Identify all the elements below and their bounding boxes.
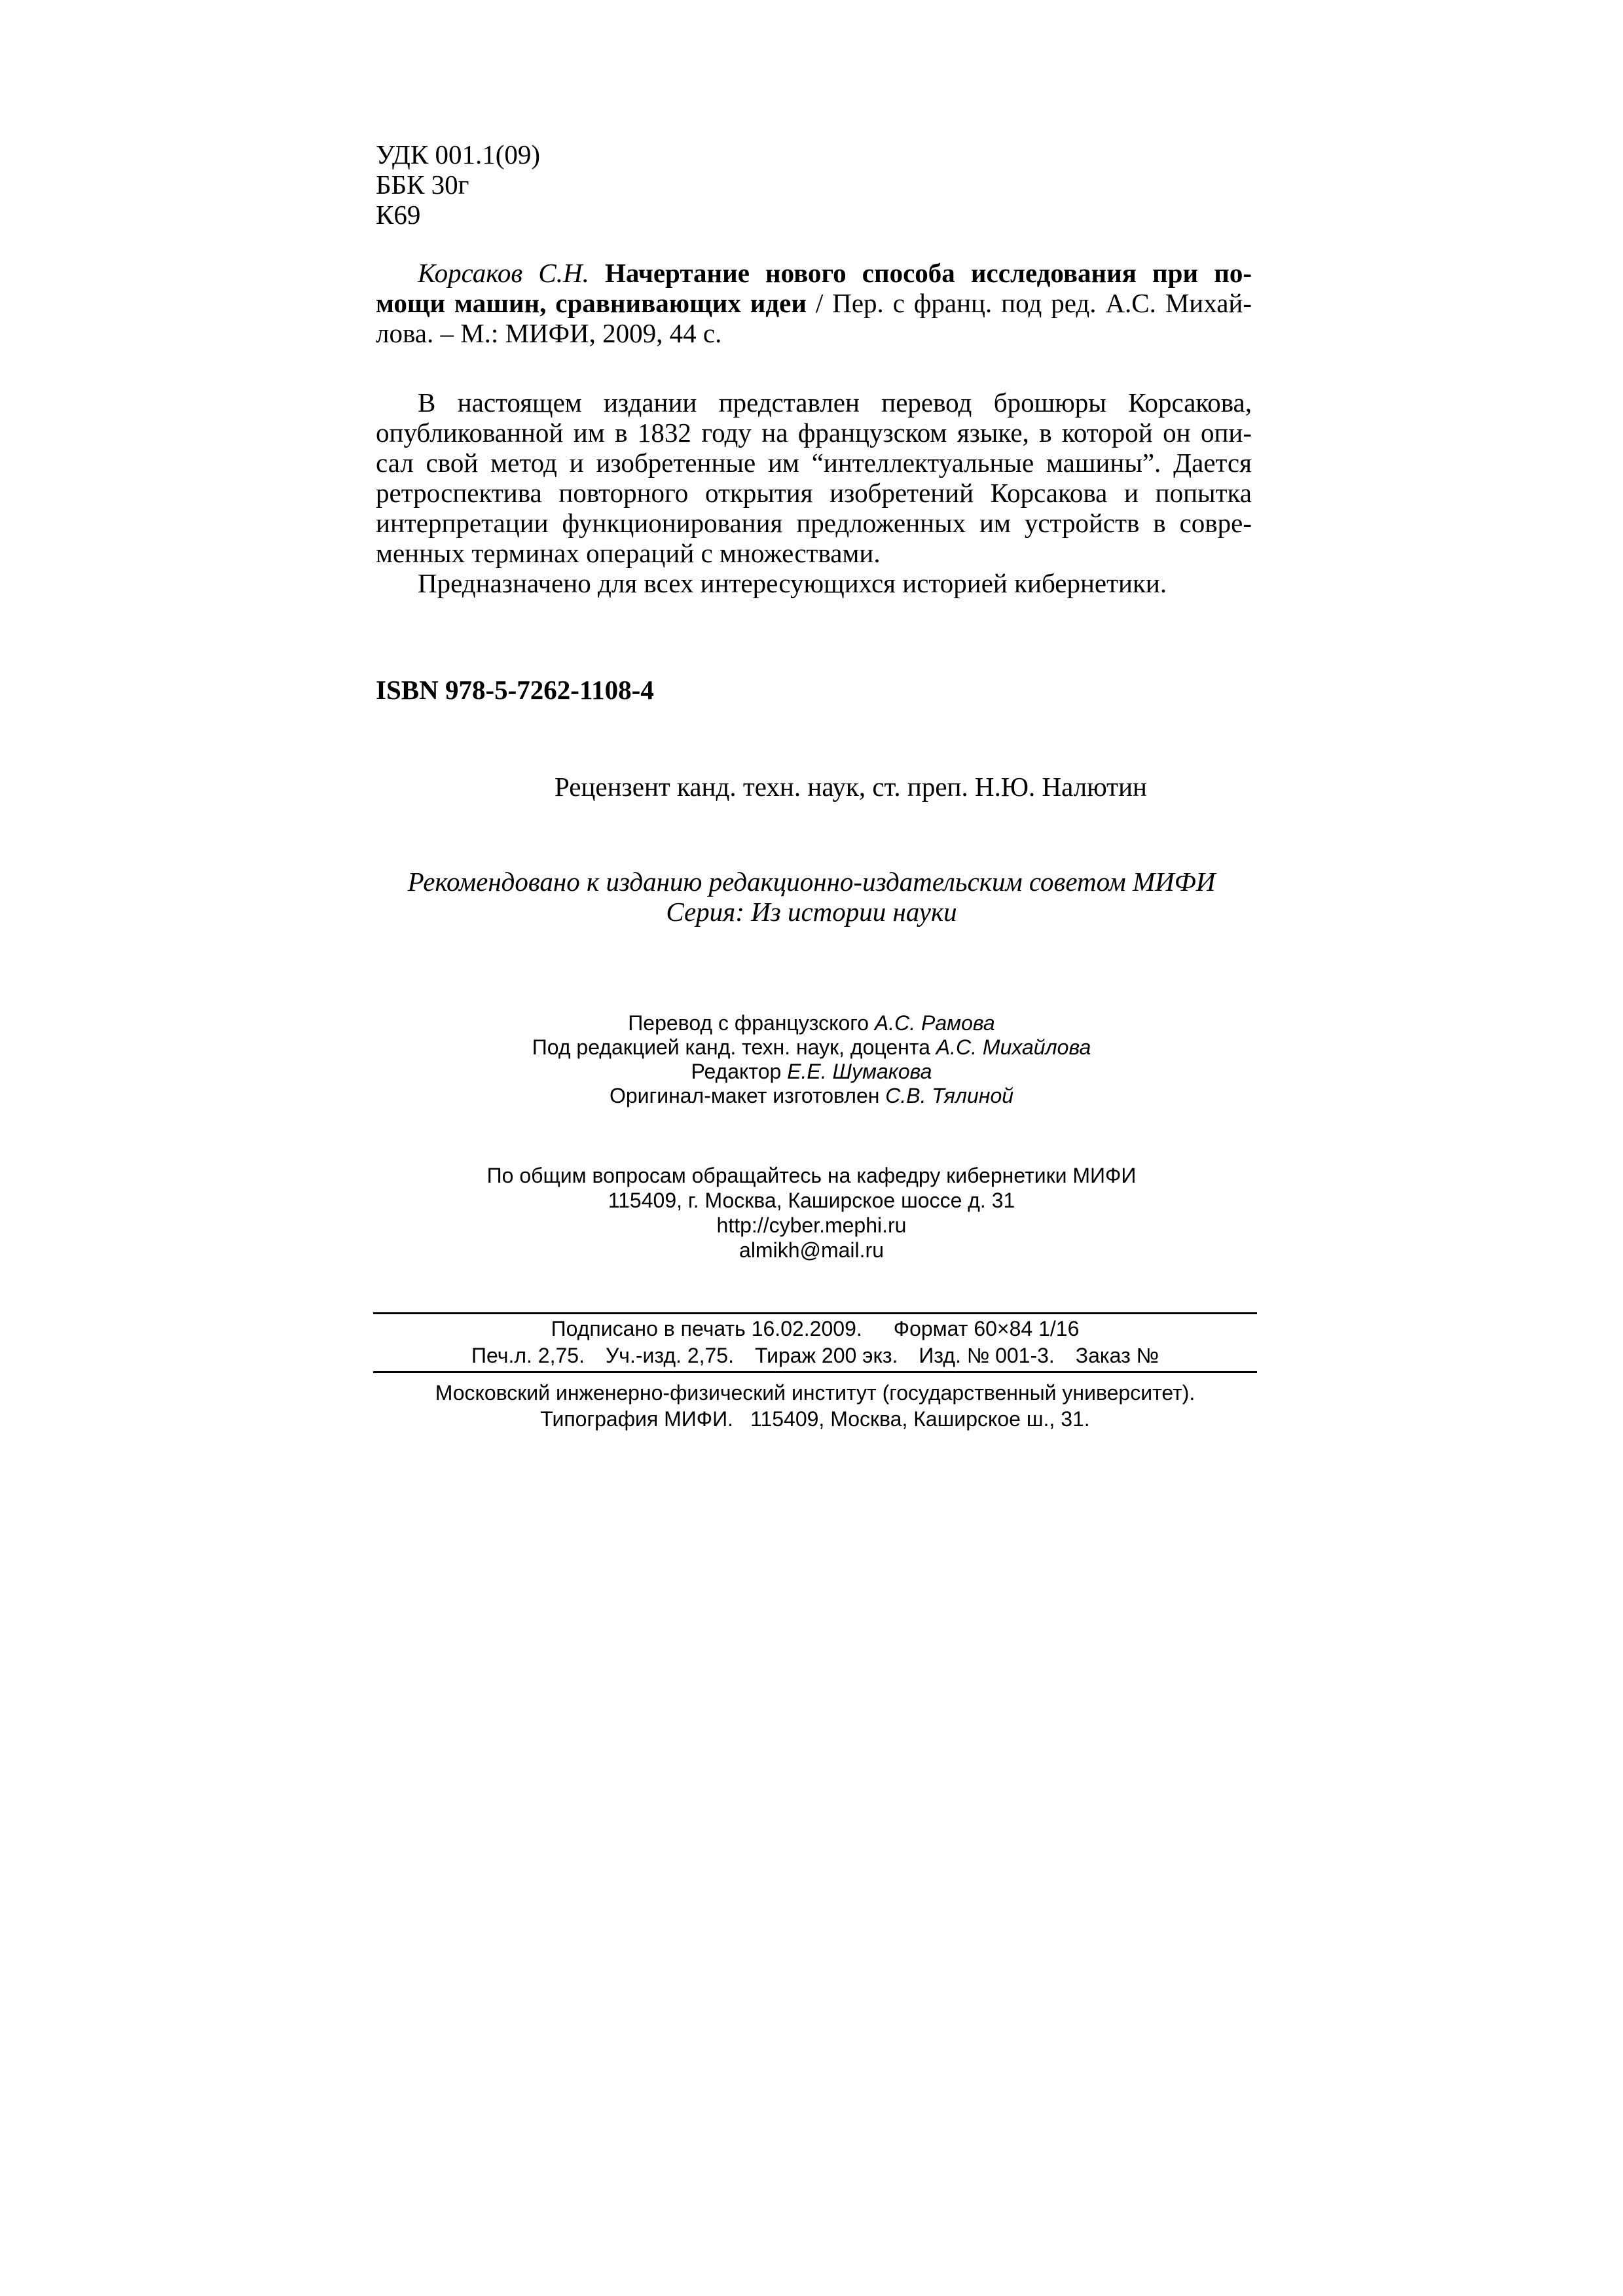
imprint-order: Заказ №: [1075, 1344, 1159, 1367]
imprint-format: Формат 60×84 1/16: [893, 1317, 1080, 1340]
annotation-paragraph: В настоящем издании представлен перевод брошюры Корсакова, опубликованной им в 1832 году на французском языке, в которой он опи-сал свой метод и изобретенные им “интеллектуальные машины”. Дается ретроспектива повторного открытия изобретений Корсакова и попытка интерпретации функционирования предложенных им устройств в совре-менных терминах операций с множествами.: [376, 387, 1252, 568]
credit-line-translator: [0, 1011, 1623, 1035]
imprint-print-sheets: Печ.л. 2,75.: [471, 1344, 585, 1367]
imprint-line-2: [373, 1342, 1257, 1369]
imprint-edition-number: Изд. № 001-3.: [919, 1344, 1055, 1367]
credit-role: Оригинал-макет изготовлен: [609, 1084, 886, 1107]
imprint-bottom-divider: [373, 1371, 1257, 1373]
udk-code: УДК 001.1(09): [376, 139, 541, 170]
reviewer: Рецензент канд. техн. наук, ст. преп. Н.Ю. Налютин: [555, 772, 1147, 802]
publisher-printing-line: [373, 1406, 1257, 1432]
record-author: Корсаков С.Н.: [418, 258, 589, 288]
credit-name: А.С. Михайлова: [936, 1035, 1091, 1059]
credit-role: Под редакцией канд. техн. наук, доцента: [532, 1035, 936, 1059]
credit-role: Перевод с французского: [628, 1011, 875, 1035]
imprint: [373, 1316, 1257, 1369]
record-details: / Пер. с франц. под ред. А.С. Михай-лова. – М.: МИФИ, 2009, 44 с.: [376, 288, 1252, 348]
credit-line-layout: [0, 1084, 1623, 1108]
recommendation-line: Рекомендовано к изданию редакционно-издательским советом МИФИ: [407, 867, 1216, 897]
bbk-code: ББК 30г: [376, 170, 469, 200]
printing-address: 115409, Москва, Каширское ш., 31.: [750, 1407, 1090, 1431]
imprint-signed: Подписано в печать 16.02.2009.: [551, 1317, 862, 1340]
credit-name: С.В. Тялиной: [885, 1084, 1014, 1107]
imprint-top-divider: [373, 1312, 1257, 1314]
contacts-address: 115409, г. Москва, Каширское шоссе д. 31: [608, 1189, 1015, 1212]
bibliographic-record: [376, 258, 1252, 348]
recommendation: [0, 867, 1623, 927]
credit-role: Редактор: [691, 1060, 788, 1083]
contacts-website-link[interactable]: http://cyber.mephi.ru: [716, 1213, 907, 1237]
annotation-audience: Предназначено для всех интересующихся историей кибернетики.: [418, 568, 1167, 598]
imprint-line-1: [373, 1316, 1257, 1342]
credit-name: Е.Е. Шумакова: [787, 1060, 932, 1083]
author-mark: К69: [376, 200, 421, 230]
series-line: Серия: Из истории науки: [666, 897, 957, 927]
printing-house: Типография МИФИ.: [540, 1407, 734, 1431]
contacts: [0, 1163, 1623, 1263]
publisher: [373, 1380, 1257, 1432]
imprint-run: Тираж 200 экз.: [754, 1344, 898, 1367]
imprint-publ-sheets: Уч.-изд. 2,75.: [605, 1344, 734, 1367]
credit-line-editor: [0, 1035, 1623, 1060]
isbn: ISBN 978-5-7262-1108-4: [376, 675, 654, 705]
publisher-institute: Московский инженерно-физический институт (государственный университет).: [435, 1381, 1195, 1405]
credits: [0, 1011, 1623, 1108]
contacts-email-link[interactable]: almikh@mail.ru: [739, 1238, 884, 1262]
classification-block: [376, 139, 540, 230]
credit-name: А.С. Рамова: [874, 1011, 995, 1035]
annotation: [376, 387, 1252, 598]
record-title: Начертание нового способа исследования при по-мощи машин, сравнивающих идеи: [376, 258, 1252, 318]
credit-line-redactor: [0, 1060, 1623, 1084]
contacts-intro: По общим вопросам обращайтесь на кафедру кибернетики МИФИ: [486, 1164, 1137, 1187]
